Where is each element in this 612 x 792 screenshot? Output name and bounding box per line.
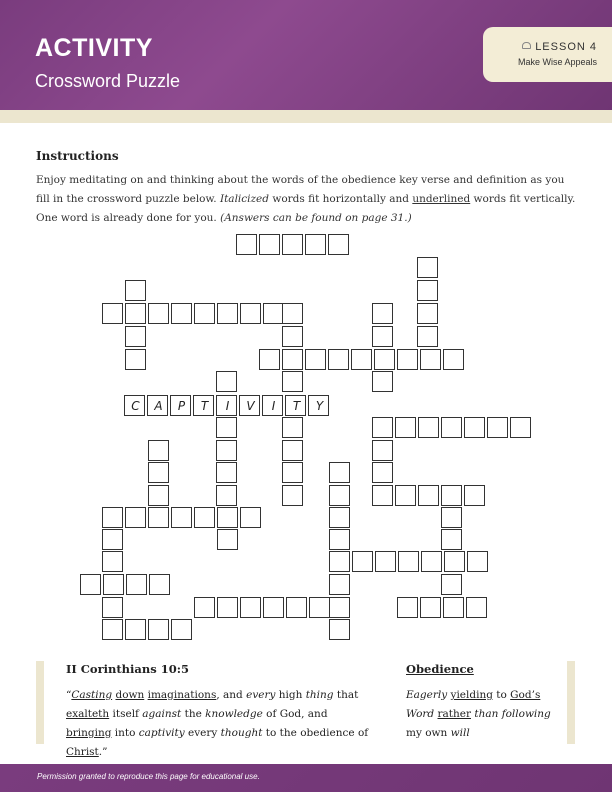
crossword-cell[interactable]	[125, 349, 146, 370]
crossword-cell[interactable]	[102, 597, 123, 618]
crossword-cell[interactable]	[372, 303, 393, 324]
crossword-cell[interactable]	[125, 326, 146, 347]
crossword-cell[interactable]	[126, 574, 147, 595]
crossword-cell[interactable]	[282, 417, 303, 438]
crossword-cell[interactable]	[282, 485, 303, 506]
crossword-cell[interactable]	[372, 462, 393, 483]
crossword-cell[interactable]	[417, 326, 438, 347]
crossword-cell[interactable]	[282, 462, 303, 483]
crossword-cell[interactable]	[80, 574, 101, 595]
crossword-cell[interactable]	[417, 303, 438, 324]
crossword-cell[interactable]	[395, 485, 416, 506]
crossword-cell[interactable]	[263, 597, 284, 618]
activity-subtitle: Crossword Puzzle	[35, 71, 181, 91]
crossword-cell[interactable]	[259, 234, 280, 255]
crossword-cell[interactable]	[372, 371, 393, 392]
crossword-cell[interactable]	[102, 303, 123, 324]
instructions-text: Enjoy meditating on and thinking about the words of the obedience key verse and definition as you fill in the crossword puzzle below. Italicized words fit horizontally and underlined words fit vertically. One word is already done for you. (Answers can be found on page 31.)	[36, 174, 576, 224]
crossword-cell[interactable]	[282, 303, 303, 324]
obedience-definition: Eagerly yielding to God’s Word rather than following my own will	[406, 689, 551, 739]
crossword-cell[interactable]	[329, 462, 350, 483]
crossword-cell[interactable]	[282, 326, 303, 347]
crossword-cell[interactable]	[329, 507, 350, 528]
crossword-cell[interactable]	[259, 349, 280, 370]
crossword-cell[interactable]	[148, 619, 169, 640]
verse-accent-bar	[36, 661, 44, 744]
crossword-cell[interactable]	[217, 597, 238, 618]
crossword-cell[interactable]	[510, 417, 531, 438]
crossword-cell[interactable]	[216, 440, 237, 461]
crossword-cell[interactable]	[216, 417, 237, 438]
crossword-cell[interactable]	[351, 349, 372, 370]
crossword-cell[interactable]	[375, 551, 396, 572]
crossword-cell[interactable]	[194, 507, 215, 528]
crossword-cell[interactable]	[285, 395, 306, 416]
crossword-cell[interactable]	[305, 234, 326, 255]
crossword-cell[interactable]	[329, 529, 350, 550]
crossword-cell[interactable]	[240, 303, 261, 324]
crossword-cell[interactable]	[171, 303, 192, 324]
crossword-cell[interactable]	[216, 395, 237, 416]
crossword-cell[interactable]	[464, 485, 485, 506]
crossword-cell[interactable]	[418, 417, 439, 438]
crossword-cell[interactable]	[282, 440, 303, 461]
cell-letter: I	[225, 399, 230, 413]
crossword-cell[interactable]	[328, 349, 349, 370]
crossword-cell[interactable]	[148, 462, 169, 483]
crossword-cell[interactable]	[329, 619, 350, 640]
crossword-cell[interactable]	[441, 507, 462, 528]
crossword-cell[interactable]	[102, 619, 123, 640]
crossword-cell[interactable]	[125, 303, 146, 324]
crossword-cell[interactable]	[125, 280, 146, 301]
cell-letter: I	[271, 399, 276, 413]
crossword-cell[interactable]	[444, 551, 465, 572]
crossword-cell[interactable]	[372, 440, 393, 461]
crossword-cell[interactable]	[171, 619, 192, 640]
crossword-cell[interactable]	[372, 485, 393, 506]
crossword-cell[interactable]	[464, 417, 485, 438]
crossword-cell[interactable]	[397, 349, 418, 370]
crossword-cell[interactable]	[239, 395, 260, 416]
crossword-cell[interactable]	[441, 574, 462, 595]
key-verse: “Casting down imaginations, and every high thing that exalteth itself against the knowledge of God, and bringing into captivity every thought to the obedience of Christ.”	[66, 689, 369, 758]
crossword-cell[interactable]	[216, 371, 237, 392]
crossword-cell[interactable]	[147, 395, 168, 416]
definition-accent-bar	[567, 661, 575, 744]
crossword-cell[interactable]	[217, 303, 238, 324]
crossword-cell[interactable]	[282, 234, 303, 255]
crossword-cell[interactable]	[329, 574, 350, 595]
cell-letter: T	[200, 399, 209, 413]
crossword-cell[interactable]	[262, 395, 283, 416]
crossword-cell[interactable]	[217, 507, 238, 528]
footer-bar	[0, 764, 612, 792]
cell-letter: C	[131, 399, 140, 413]
crossword-cell[interactable]	[263, 303, 284, 324]
crossword-cell[interactable]	[102, 551, 123, 572]
crossword-cell[interactable]	[329, 551, 350, 572]
crossword-cell[interactable]	[441, 485, 462, 506]
crossword-cell[interactable]	[397, 597, 418, 618]
crossword-cell[interactable]	[441, 417, 462, 438]
crossword-cell[interactable]	[240, 507, 261, 528]
crossword-cell[interactable]	[149, 574, 170, 595]
crossword-cell[interactable]	[103, 574, 124, 595]
crossword-cell[interactable]	[124, 395, 145, 416]
crossword-cell[interactable]	[421, 551, 442, 572]
crossword-cell[interactable]	[194, 303, 215, 324]
permission-note: Permission granted to reproduce this page for educational use.	[37, 772, 260, 781]
crossword-cell[interactable]	[194, 597, 215, 618]
crossword-cell[interactable]	[372, 326, 393, 347]
crossword-cell[interactable]	[466, 597, 487, 618]
crossword-cell[interactable]	[125, 507, 146, 528]
cell-letter: V	[246, 399, 255, 413]
crossword-cell[interactable]	[420, 349, 441, 370]
crossword-cell[interactable]	[282, 371, 303, 392]
crossword-cell[interactable]	[125, 619, 146, 640]
lesson-number: LESSON 4	[522, 41, 597, 53]
cell-letter: Y	[315, 399, 324, 413]
crossword-cell[interactable]	[417, 257, 438, 278]
crossword-cell[interactable]	[420, 597, 441, 618]
crossword-cell[interactable]	[443, 597, 464, 618]
cell-letter: A	[154, 399, 163, 413]
crossword-cell[interactable]	[170, 395, 191, 416]
crossword-cell[interactable]	[148, 485, 169, 506]
crossword-cell[interactable]	[372, 417, 393, 438]
crossword-cell[interactable]	[148, 507, 169, 528]
crossword-cell[interactable]	[240, 597, 261, 618]
crossword-cell[interactable]	[309, 597, 330, 618]
instructions-title: Instructions	[36, 149, 119, 163]
obedience-title: Obedience	[406, 662, 474, 676]
crossword-cell[interactable]	[102, 529, 123, 550]
crossword-cell[interactable]	[398, 551, 419, 572]
crossword-cell[interactable]	[148, 303, 169, 324]
cell-letter: P	[177, 399, 186, 413]
crossword-cell[interactable]	[308, 395, 329, 416]
crossword-cell[interactable]	[418, 485, 439, 506]
crossword-cell[interactable]	[417, 280, 438, 301]
crossword-cell[interactable]	[282, 349, 303, 370]
crossword-cell[interactable]	[374, 349, 395, 370]
verse-reference: II Corinthians 10:5	[66, 662, 189, 676]
crossword-cell[interactable]	[329, 485, 350, 506]
lesson-name: Make Wise Appeals	[517, 57, 597, 67]
crossword-cell[interactable]	[305, 349, 326, 370]
cell-letter: T	[292, 399, 301, 413]
crossword-cell[interactable]	[328, 234, 349, 255]
crossword-cell[interactable]	[236, 234, 257, 255]
crossword-cell[interactable]	[467, 551, 488, 572]
crossword-cell[interactable]	[441, 529, 462, 550]
crossword-cell[interactable]	[487, 417, 508, 438]
crossword-cell[interactable]	[352, 551, 373, 572]
crossword-cell[interactable]	[171, 507, 192, 528]
crossword-cell[interactable]	[443, 349, 464, 370]
crossword-cell[interactable]	[217, 529, 238, 550]
activity-title: ACTIVITY	[35, 34, 153, 62]
crossword-cell[interactable]	[216, 485, 237, 506]
crossword-cell[interactable]	[148, 440, 169, 461]
crossword-cell[interactable]	[102, 507, 123, 528]
crossword-cell[interactable]	[329, 597, 350, 618]
crossword-cell[interactable]	[216, 462, 237, 483]
crossword-cell[interactable]	[395, 417, 416, 438]
crossword-cell[interactable]	[193, 395, 214, 416]
crossword-cell[interactable]	[286, 597, 307, 618]
